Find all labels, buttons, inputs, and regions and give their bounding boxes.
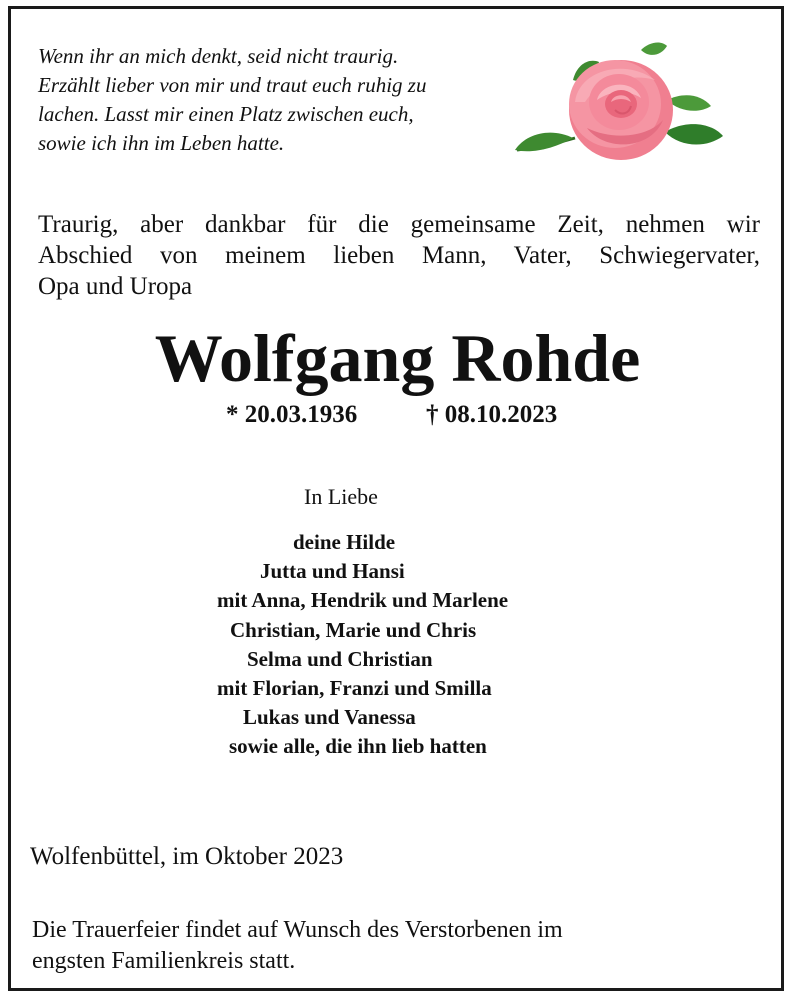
family-member: Selma und Christian — [247, 646, 433, 671]
family-list — [0, 528, 795, 762]
birth-date: * 20.03.1936 — [226, 401, 358, 428]
poem — [38, 42, 518, 158]
intro-line: Traurig, aber dankbar für die gemeinsame Zeit, nehmen wir — [38, 211, 760, 238]
in-liebe-label: In Liebe — [304, 484, 378, 509]
intro-line: Opa und Uropa — [38, 273, 193, 300]
intro-text — [38, 209, 760, 302]
family-member: Jutta und Hansi — [260, 559, 405, 584]
place-date: Wolfenbüttel, im Oktober 2023 — [30, 843, 344, 870]
poem-line: sowie ich ihn im Leben hatte. — [38, 131, 285, 155]
death-date: † 08.10.2023 — [426, 401, 558, 428]
poem-line: Wenn ihr an mich denkt, seid nicht traurig. — [38, 44, 399, 68]
family-member: sowie alle, die ihn lieb hatten — [229, 734, 487, 759]
family-member: deine Hilde — [293, 530, 396, 554]
rose-icon — [515, 40, 725, 170]
family-member: mit Anna, Hendrik und Marlene — [217, 588, 509, 613]
family-member: mit Florian, Franzi und Smilla — [217, 675, 492, 700]
poem-line: Erzählt lieber von mir und traut euch ruhig zu — [38, 73, 427, 97]
deceased-name: Wolfgang Rohde — [154, 320, 641, 396]
funeral-notice — [32, 915, 732, 977]
notice-line: Die Trauerfeier findet auf Wunsch des Verstorbenen im — [32, 917, 563, 943]
family-member: Lukas und Vanessa — [243, 705, 416, 730]
family-member: Christian, Marie und Chris — [230, 617, 477, 642]
poem-line: lachen. Lasst mir einen Platz zwischen euch, — [38, 102, 414, 126]
intro-line: Abschied von meinem lieben Mann, Vater, Schwiegervater, — [38, 242, 760, 269]
notice-line: engsten Familienkreis statt. — [32, 948, 296, 974]
